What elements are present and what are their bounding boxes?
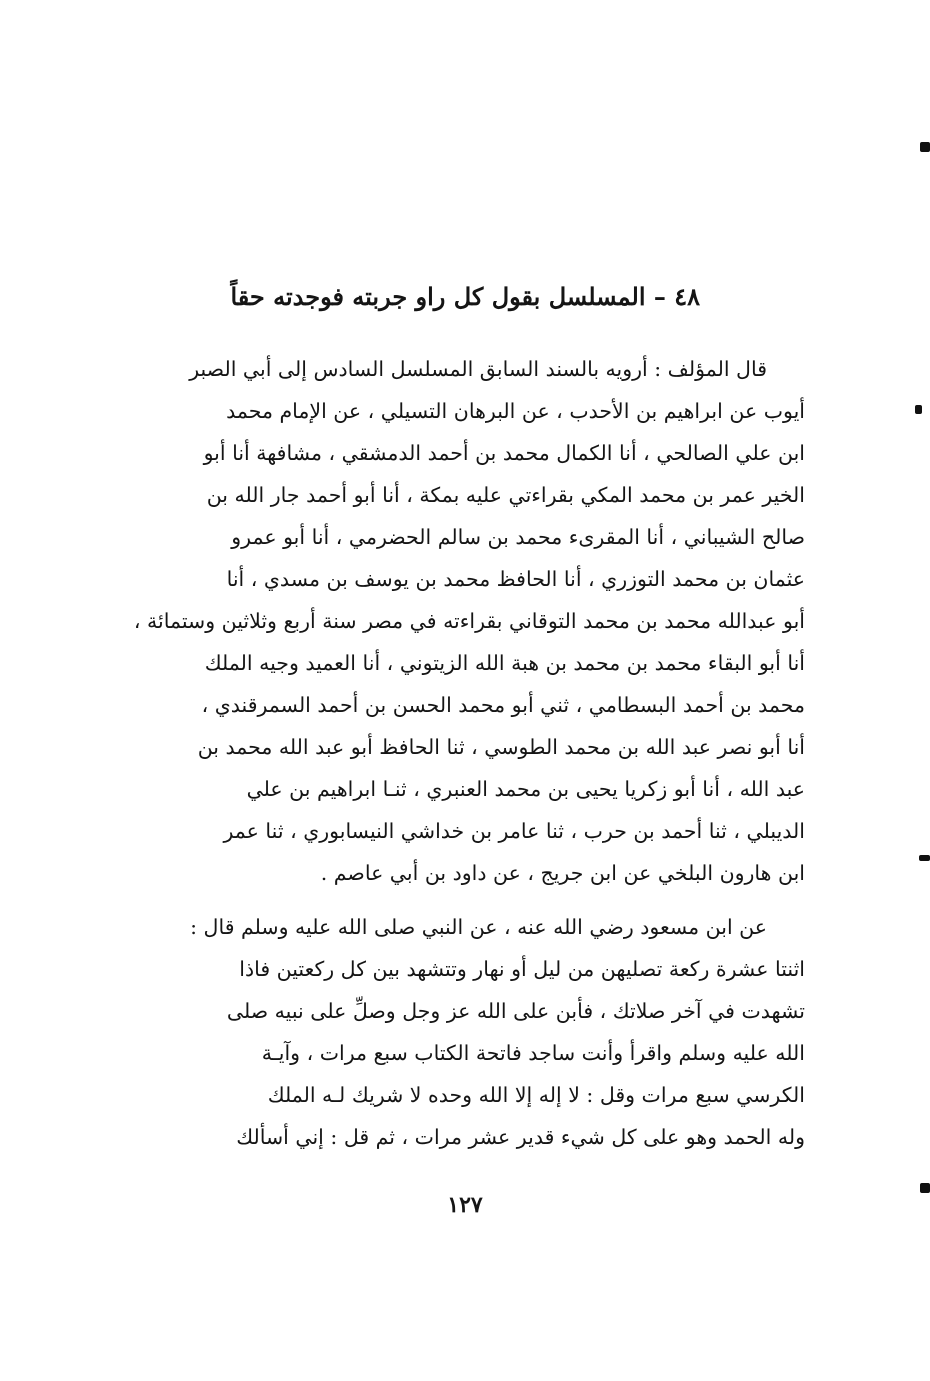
text-line: محمد بن أحمد البسطامي ، ثني أبو محمد الحسن بن أحمد السمرقندي ، [201, 693, 805, 717]
text-line: الديبلي ، ثنا أحمد بن حرب ، ثنا عامر بن خداشي النيسابوري ، ثنا عمر [223, 819, 805, 843]
text-line: الله عليه وسلم واقرأ وأنت ساجد فاتحة الكتاب سبع مرات ، وآيـة [261, 1041, 805, 1065]
scan-edge-mark [919, 855, 930, 861]
scan-edge-mark [915, 405, 922, 414]
text-line: أنا أبو نصر عبد الله بن محمد الطوسي ، ثنا الحافظ أبو عبد الله محمد بن [197, 735, 805, 759]
text-line: ابن علي الصالحي ، أنا الكمال محمد بن أحمد الدمشقي ، مشافهة أنا أبو [203, 441, 805, 465]
text-line: اثنتا عشرة ركعة تصليهن من ليل أو نهار وتتشهد بين كل ركعتين فاذا [239, 957, 805, 981]
text-line: صالح الشيباني ، أنا المقرىء محمد بن سالم الحضرمي ، أنا أبو عمرو [231, 525, 805, 549]
scan-edge-mark [920, 142, 930, 152]
text-line: الخير عمر بن محمد المكي بقراءتي عليه بمكة ، أنا أبو أحمد جار الله بن [206, 483, 805, 507]
text-line: قال المؤلف : أرويه بالسند السابق المسلسل السادس إلى أبي الصبر [189, 357, 767, 381]
text-line: عبد الله ، أنا أبو زكريا يحيى بن محمد العنبري ، ثنـا ابراهيم بن علي [246, 777, 805, 801]
isnad-paragraph [133, 348, 805, 894]
text-line: أنا أبو البقاء محمد بن محمد بن هبة الله الزيتوني ، أنا العميد وجيه الملك [204, 651, 805, 675]
text-line: تشهدت في آخر صلاتك ، فأبن على الله عز وجل وصلِّ على نبيه صلى [226, 999, 805, 1023]
scan-edge-mark [920, 1183, 930, 1193]
text-line: ابن هارون البلخي عن ابن جريج ، عن داود بن أبي عاصم . [320, 861, 805, 885]
text-line: أبو عبدالله محمد بن محمد التوقاني بقراءته في مصر سنة أربع وثلاثين وستمائة ، [133, 609, 805, 633]
section-heading: ٤٨ – المسلسل بقول كل راو جربته فوجدته حقاً [230, 282, 700, 311]
page-number: ١٢٧ [447, 1192, 483, 1218]
text-line: وله الحمد وهو على كل شيء قدير عشر مرات ، ثم قل : إني أسألك [236, 1125, 805, 1149]
text-line: عن ابن مسعود رضي الله عنه ، عن النبي صلى الله عليه وسلم قال : [190, 915, 767, 939]
hadith-paragraph [165, 906, 805, 1158]
text-line: أيوب عن ابراهيم بن الأحدب ، عن البرهان التسيلي ، عن الإمام محمد [226, 399, 805, 423]
text-line: الكرسي سبع مرات وقل : لا إله إلا الله وحده لا شريك لـه الملك [267, 1083, 805, 1107]
text-line: عثمان بن محمد التوزري ، أنا الحافظ محمد بن يوسف بن مسدي ، أنا [226, 567, 805, 591]
